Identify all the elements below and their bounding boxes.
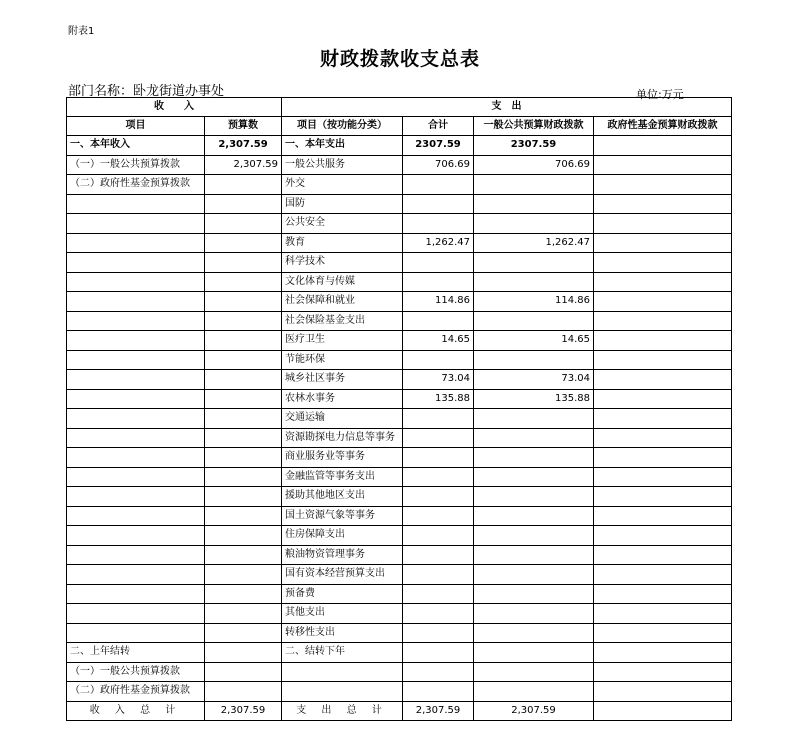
income-item-value: [205, 311, 282, 331]
expense-item-fund: [594, 565, 732, 585]
income-item-label: [67, 272, 205, 292]
carry-income-value: [205, 662, 282, 682]
expense-item-general: [474, 623, 594, 643]
income-item-value: [205, 233, 282, 253]
income-item-value: [205, 526, 282, 546]
expense-item-fund: [594, 214, 732, 234]
expense-item-total: [403, 311, 474, 331]
carry-expense-total: [403, 682, 474, 702]
expense-item-general: [474, 214, 594, 234]
carry-expense-fund: [594, 662, 732, 682]
income-item-label: [67, 370, 205, 390]
expense-item-label: 农林水事务: [282, 389, 403, 409]
income-item-value: [205, 409, 282, 429]
income-item-value: [205, 545, 282, 565]
income-item-label: [67, 526, 205, 546]
expense-item-label: 资源勘探电力信息等事务: [282, 428, 403, 448]
expense-item-fund: [594, 409, 732, 429]
income-item-label: [67, 545, 205, 565]
income-item-value: [205, 428, 282, 448]
income-item-label: [67, 604, 205, 624]
income-item-value: [205, 448, 282, 468]
table-row: [67, 214, 732, 234]
income-item-value: [205, 253, 282, 273]
expense-item-total: [403, 467, 474, 487]
expense-item-total: [403, 584, 474, 604]
expense-item-fund: [594, 623, 732, 643]
expense-total-fund: [594, 136, 732, 156]
carry-expense-general: [474, 682, 594, 702]
expense-item-fund: [594, 331, 732, 351]
expense-item-total: [403, 545, 474, 565]
carry-income-label: （一）一般公共预算拨款: [67, 662, 205, 682]
expense-item-general: [474, 604, 594, 624]
income-total-label: 一、本年收入: [67, 136, 205, 156]
table-row: [67, 409, 732, 429]
table-row: [67, 526, 732, 546]
expense-total-label: 一、本年支出: [282, 136, 403, 156]
expense-item-label: 其他支出: [282, 604, 403, 624]
expense-item-total: [403, 487, 474, 507]
expense-item-label: 转移性支出: [282, 623, 403, 643]
expense-item-fund: [594, 350, 732, 370]
table-row: [67, 292, 732, 312]
table-row: [67, 350, 732, 370]
expense-item-label: 科学技术: [282, 253, 403, 273]
income-item-label: [67, 428, 205, 448]
expense-item-general: 706.69: [474, 155, 594, 175]
income-total-value: 2,307.59: [205, 136, 282, 156]
income-item-value: [205, 175, 282, 195]
col-header-income-item: 项目: [67, 117, 205, 136]
expense-item-total: [403, 175, 474, 195]
expense-item-fund: [594, 526, 732, 546]
expense-item-total: [403, 350, 474, 370]
expense-item-fund: [594, 233, 732, 253]
expense-item-total: 114.86: [403, 292, 474, 312]
table-row: [67, 584, 732, 604]
table-row: [67, 194, 732, 214]
expense-item-fund: [594, 311, 732, 331]
expense-item-general: [474, 448, 594, 468]
expense-item-total: [403, 409, 474, 429]
income-item-label: [67, 565, 205, 585]
expense-item-total: 135.88: [403, 389, 474, 409]
income-item-value: [205, 506, 282, 526]
table-row: [67, 233, 732, 253]
table-row: [67, 545, 732, 565]
expense-item-fund: [594, 155, 732, 175]
department-name: 部门名称：卧龙街道办事处: [68, 84, 225, 99]
expense-item-fund: [594, 175, 732, 195]
income-item-value: [205, 370, 282, 390]
expense-group-header: 支 出: [282, 98, 732, 117]
expense-item-general: 14.65: [474, 331, 594, 351]
expense-item-general: [474, 467, 594, 487]
carry-income-label: 二、上年结转: [67, 643, 205, 663]
expense-item-fund: [594, 584, 732, 604]
expense-item-label: 一般公共服务: [282, 155, 403, 175]
income-item-value: [205, 604, 282, 624]
carry-expense-total: [403, 662, 474, 682]
income-item-label: [67, 253, 205, 273]
expense-item-label: 节能环保: [282, 350, 403, 370]
expense-item-total: 1,262.47: [403, 233, 474, 253]
expense-item-general: [474, 428, 594, 448]
expense-item-total: [403, 506, 474, 526]
expense-item-total: [403, 604, 474, 624]
current-year-total-row: [67, 136, 732, 156]
expense-item-label: 援助其他地区支出: [282, 487, 403, 507]
table-row: [67, 448, 732, 468]
expense-item-label: 外交: [282, 175, 403, 195]
income-item-value: [205, 272, 282, 292]
column-header-row: [67, 117, 732, 136]
expense-item-fund: [594, 428, 732, 448]
expense-item-fund: [594, 545, 732, 565]
table-row: [67, 487, 732, 507]
income-group-header: 收 入: [67, 98, 282, 117]
page-title: 财政拨款收支总表: [319, 48, 480, 70]
carry-row: [67, 643, 732, 663]
expense-item-general: 1,262.47: [474, 233, 594, 253]
expense-item-fund: [594, 370, 732, 390]
expense-item-label: 教育: [282, 233, 403, 253]
expense-item-label: 住房保障支出: [282, 526, 403, 546]
expense-item-fund: [594, 253, 732, 273]
expense-grand-total-label: 支 出 总 计: [282, 701, 403, 721]
income-item-value: [205, 584, 282, 604]
carry-expense-general: [474, 643, 594, 663]
expense-item-label: 粮油物资管理事务: [282, 545, 403, 565]
income-item-value: [205, 389, 282, 409]
expense-item-total: 706.69: [403, 155, 474, 175]
expense-item-general: [474, 584, 594, 604]
expense-item-total: [403, 428, 474, 448]
expense-item-general: [474, 487, 594, 507]
expense-item-total: [403, 448, 474, 468]
expense-item-total: 14.65: [403, 331, 474, 351]
carry-expense-fund: [594, 682, 732, 702]
expense-item-label: 交通运输: [282, 409, 403, 429]
income-item-label: [67, 214, 205, 234]
expense-item-fund: [594, 467, 732, 487]
expense-item-label: 社会保险基金支出: [282, 311, 403, 331]
income-item-label: [67, 448, 205, 468]
attachment-label: 附表1: [68, 26, 95, 37]
income-item-label: [67, 311, 205, 331]
income-grand-total-value: 2,307.59: [205, 701, 282, 721]
table-row: [67, 331, 732, 351]
expense-item-fund: [594, 448, 732, 468]
carry-row: [67, 682, 732, 702]
expense-item-label: 国防: [282, 194, 403, 214]
expense-grand-total-fund: [594, 701, 732, 721]
income-item-label: [67, 623, 205, 643]
table-row: [67, 370, 732, 390]
expense-item-general: 135.88: [474, 389, 594, 409]
expense-grand-total-general: 2,307.59: [474, 701, 594, 721]
expense-item-general: [474, 565, 594, 585]
table-row: [67, 253, 732, 273]
income-item-value: [205, 292, 282, 312]
income-grand-total-label: 收 入 总 计: [67, 701, 205, 721]
expense-item-label: 国土资源气象等事务: [282, 506, 403, 526]
expense-item-general: 73.04: [474, 370, 594, 390]
expense-item-fund: [594, 292, 732, 312]
expense-item-fund: [594, 604, 732, 624]
income-item-label: [67, 292, 205, 312]
col-header-budget: 预算数: [205, 117, 282, 136]
expense-item-total: [403, 272, 474, 292]
income-item-label: [67, 233, 205, 253]
table-row: [67, 506, 732, 526]
expense-item-label: 金融监管等事务支出: [282, 467, 403, 487]
income-item-label: [67, 584, 205, 604]
expense-item-fund: [594, 506, 732, 526]
expense-item-general: [474, 506, 594, 526]
unit-label: 单位:万元: [636, 88, 684, 101]
expense-item-general: [474, 350, 594, 370]
expense-item-general: [474, 526, 594, 546]
expense-item-label: 公共安全: [282, 214, 403, 234]
income-item-label: [67, 350, 205, 370]
expense-item-fund: [594, 194, 732, 214]
carry-expense-label: [282, 662, 403, 682]
expense-item-fund: [594, 487, 732, 507]
table-row: [67, 155, 732, 175]
expense-grand-total-sum: 2,307.59: [403, 701, 474, 721]
income-item-value: [205, 565, 282, 585]
expense-item-general: 114.86: [474, 292, 594, 312]
income-item-label: [67, 331, 205, 351]
expense-item-total: [403, 194, 474, 214]
income-item-value: [205, 194, 282, 214]
expense-item-general: [474, 311, 594, 331]
income-item-label: [67, 409, 205, 429]
table-row: [67, 565, 732, 585]
col-header-total: 合计: [403, 117, 474, 136]
income-item-value: [205, 350, 282, 370]
expense-item-general: [474, 545, 594, 565]
carry-expense-label: 二、结转下年: [282, 643, 403, 663]
expense-item-general: [474, 409, 594, 429]
income-item-value: [205, 487, 282, 507]
table-row: [67, 467, 732, 487]
carry-expense-label: [282, 682, 403, 702]
carry-expense-general: [474, 662, 594, 682]
col-header-expense-item: 项目（按功能分类）: [282, 117, 403, 136]
income-item-value: [205, 331, 282, 351]
expense-item-fund: [594, 272, 732, 292]
table-row: [67, 389, 732, 409]
income-item-label: [67, 506, 205, 526]
carry-income-value: [205, 682, 282, 702]
expense-item-label: 医疗卫生: [282, 331, 403, 351]
expense-item-label: 城乡社区事务: [282, 370, 403, 390]
expense-item-general: [474, 175, 594, 195]
expense-item-label: 社会保障和就业: [282, 292, 403, 312]
table-row: [67, 623, 732, 643]
expense-total-sum: 2307.59: [403, 136, 474, 156]
expense-item-total: [403, 214, 474, 234]
carry-expense-total: [403, 643, 474, 663]
expense-total-general: 2307.59: [474, 136, 594, 156]
expense-item-label: 文化体育与传媒: [282, 272, 403, 292]
income-item-label: （一）一般公共预算拨款: [67, 155, 205, 175]
expense-item-total: 73.04: [403, 370, 474, 390]
expense-item-fund: [594, 389, 732, 409]
income-item-value: 2,307.59: [205, 155, 282, 175]
expense-item-total: [403, 623, 474, 643]
budget-table: [66, 97, 732, 721]
table-row: [67, 311, 732, 331]
expense-item-label: 国有资本经营预算支出: [282, 565, 403, 585]
expense-item-general: [474, 194, 594, 214]
income-item-label: [67, 194, 205, 214]
carry-expense-fund: [594, 643, 732, 663]
income-item-label: （二）政府性基金预算拨款: [67, 175, 205, 195]
income-item-value: [205, 623, 282, 643]
expense-item-total: [403, 526, 474, 546]
table-row: [67, 175, 732, 195]
table-row: [67, 272, 732, 292]
table-row: [67, 428, 732, 448]
income-item-label: [67, 389, 205, 409]
grand-total-row: [67, 701, 732, 721]
table-row: [67, 604, 732, 624]
income-item-value: [205, 467, 282, 487]
group-header-row: [67, 98, 732, 117]
col-header-general-budget: 一般公共预算财政拨款: [474, 117, 594, 136]
income-item-value: [205, 214, 282, 234]
expense-item-total: [403, 253, 474, 273]
carry-income-label: （二）政府性基金预算拨款: [67, 682, 205, 702]
expense-item-general: [474, 253, 594, 273]
expense-item-total: [403, 565, 474, 585]
carry-income-value: [205, 643, 282, 663]
expense-item-label: 预备费: [282, 584, 403, 604]
income-item-label: [67, 467, 205, 487]
col-header-fund-budget: 政府性基金预算财政拨款: [594, 117, 732, 136]
income-item-label: [67, 487, 205, 507]
expense-item-label: 商业服务业等事务: [282, 448, 403, 468]
carry-row: [67, 662, 732, 682]
expense-item-general: [474, 272, 594, 292]
